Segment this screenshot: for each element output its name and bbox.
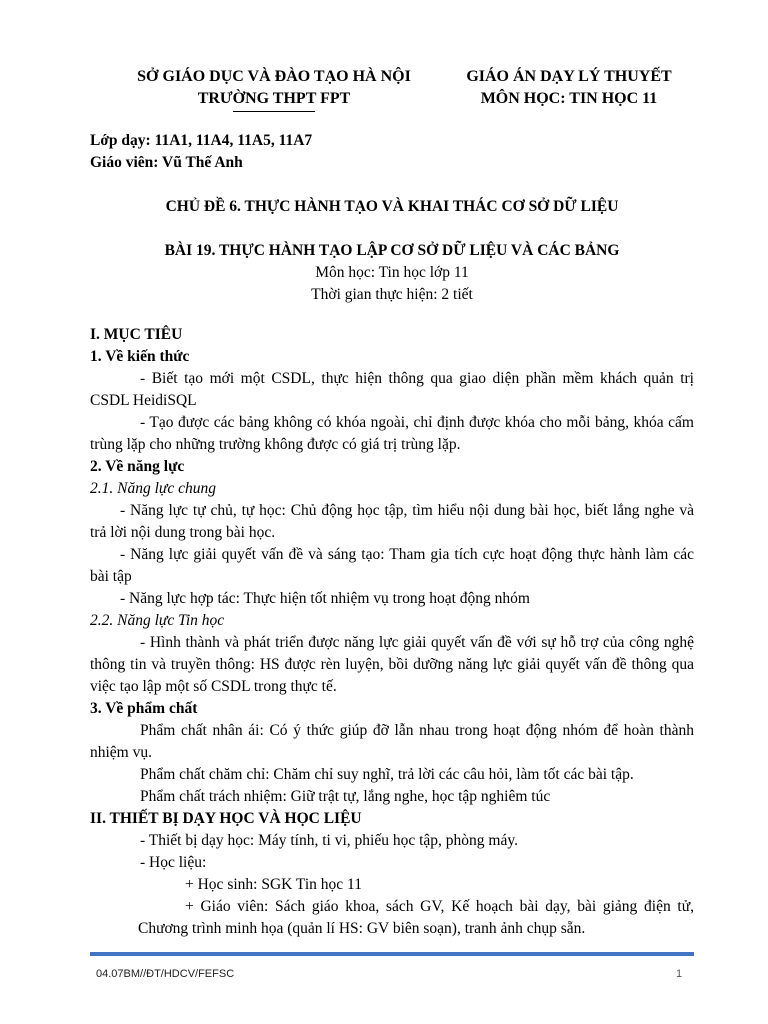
document-type: GIÁO ÁN DẠY LÝ THUYẾT bbox=[466, 68, 672, 85]
competence-item: - Năng lực giải quyết vấn đề và sáng tạo: Tham gia tích cực hoạt động thực hành làm các bài tập bbox=[90, 546, 694, 585]
footer-page-number: 1 bbox=[676, 968, 683, 980]
lesson-title: BÀI 19. THỰC HÀNH TẠO LẬP CƠ SỞ DỮ LIỆU VÀ CÁC BẢNG bbox=[164, 242, 620, 259]
knowledge-item: - Tạo được các bảng không có khóa ngoài, chỉ định được khóa cho mỗi bảng, khóa cấm trùng lặp cho những trường không được có giá trị trùng lặp. bbox=[90, 414, 694, 453]
topic-title: CHỦ ĐỀ 6. THỰC HÀNH TẠO VÀ KHAI THÁC CƠ SỞ DỮ LIỆU bbox=[165, 198, 619, 215]
knowledge-heading: 1. Về kiến thức bbox=[90, 348, 190, 365]
section-equipment-heading: II. THIẾT BỊ DẠY HỌC VÀ HỌC LIỆU bbox=[90, 810, 362, 827]
equipment-item: - Thiết bị dạy học: Máy tính, ti vi, phiếu học tập, phòng máy. bbox=[140, 832, 518, 849]
materials-students: + Học sinh: SGK Tin học 11 bbox=[185, 876, 362, 893]
it-competence-item: - Hình thành và phát triển được năng lực giải quyết vấn đề với sự hỗ trợ của công nghệ thông tin và truyền thông: HS được rèn luyện, bồi dưỡng năng lực giải quyết vấn đề thông qua việc tạo lập một số CSDL trong thực tế. bbox=[90, 634, 694, 695]
qualities-heading: 3. Về phẩm chất bbox=[90, 700, 198, 717]
quality-item: Phẩm chất trách nhiệm: Giữ trật tự, lắng nghe, học tập nghiêm túc bbox=[140, 788, 551, 805]
section-objectives-heading: I. MỤC TIÊU bbox=[90, 326, 183, 343]
footer-divider bbox=[90, 952, 694, 956]
document-body bbox=[90, 130, 694, 940]
class-info: Lớp dạy: 11A1, 11A4, 11A5, 11A7 bbox=[90, 132, 313, 149]
header-left bbox=[104, 66, 444, 112]
competence-item: - Năng lực hợp tác: Thực hiện tốt nhiệm vụ trong hoạt động nhóm bbox=[120, 590, 530, 607]
competence-item: - Năng lực tự chủ, tự học: Chủ động học tập, tìm hiểu nội dung bài học, biết lắng nghe và trả lời nội dung trong bài học. bbox=[90, 502, 694, 541]
teacher-info: Giáo viên: Vũ Thế Anh bbox=[90, 154, 243, 171]
competence-heading: 2. Về năng lực bbox=[90, 458, 185, 475]
footer-document-code: 04.07BM//ĐT/HDCV/FEFSC bbox=[96, 968, 235, 980]
lesson-duration: Thời gian thực hiện: 2 tiết bbox=[311, 286, 473, 303]
quality-item: Phẩm chất nhân ái: Có ý thức giúp đỡ lẫn nhau trong hoạt động nhóm để hoàn thành nhiệm vụ. bbox=[90, 722, 694, 761]
general-competence-heading: 2.1. Năng lực chung bbox=[90, 480, 216, 497]
lesson-subject: Môn học: Tin học lớp 11 bbox=[315, 264, 469, 281]
header-underline bbox=[233, 111, 315, 112]
materials-teacher: + Giáo viên: Sách giáo khoa, sách GV, Kế hoạch bài dạy, bài giảng điện tử, Chương trình minh họa (quản lí HS: GV biên soạn), tranh ảnh chụp sẵn. bbox=[138, 898, 694, 937]
it-competence-heading: 2.2. Năng lực Tin học bbox=[90, 612, 225, 629]
knowledge-item: - Biết tạo mới một CSDL, thực hiện thông qua giao diện phần mềm khách quản trị CSDL HeidiSQL bbox=[90, 370, 694, 409]
school-name: TRƯỜNG THPT FPT bbox=[197, 90, 351, 107]
quality-item: Phẩm chất chăm chỉ: Chăm chỉ suy nghĩ, trả lời các câu hỏi, làm tốt các bài tập. bbox=[140, 766, 634, 783]
header-right bbox=[444, 66, 694, 110]
subject-header: MÔN HỌC: TIN HỌC 11 bbox=[480, 90, 658, 107]
materials-label: - Học liệu: bbox=[140, 854, 207, 871]
department-name: SỞ GIÁO DỤC VÀ ĐÀO TẠO HÀ NỘI bbox=[137, 68, 411, 85]
